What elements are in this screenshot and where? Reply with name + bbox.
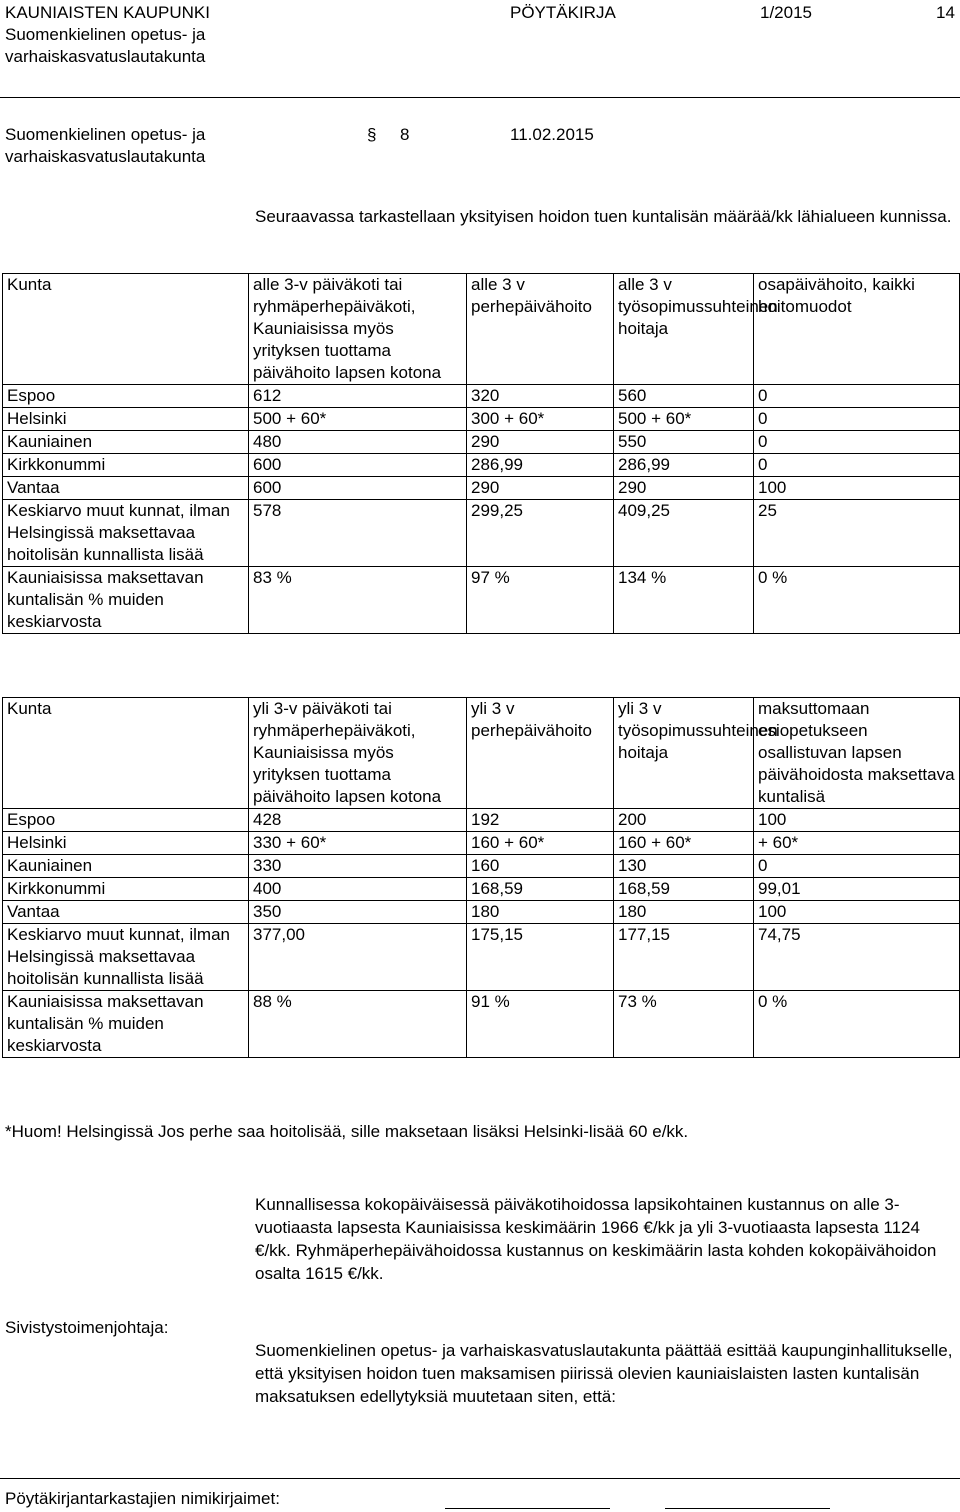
table-cell: 175,15 <box>467 924 614 991</box>
table-cell: 0 <box>754 454 960 477</box>
footnote: *Huom! Helsingissä Jos perhe saa hoitolisää, sille maksetaan lisäksi Helsinki-lisää 60 e/kk. <box>5 1122 689 1141</box>
table-cell: 180 <box>467 901 614 924</box>
table-cell: 290 <box>467 431 614 454</box>
table-row <box>3 408 960 431</box>
table-cell: 192 <box>467 809 614 832</box>
table-cell: Kauniainen <box>3 855 249 878</box>
table-cell: 130 <box>614 855 754 878</box>
table-cell: 0 <box>754 855 960 878</box>
table-cell: 74,75 <box>754 924 960 991</box>
header-divider <box>0 97 960 98</box>
table-cell: 320 <box>467 385 614 408</box>
intro-text: Seuraavassa tarkastellaan yksityisen hoidon tuen kuntalisän määrää/kk lähialueen kunnissa. <box>255 207 952 226</box>
table-cell: 73 % <box>614 991 754 1058</box>
issue-number: 1/2015 <box>760 3 812 22</box>
table-cell: 100 <box>754 809 960 832</box>
header-cell: alle 3-v päiväkoti tai ryhmäperhepäiväkoti, Kauniaisissa myös yrityksen tuottama päivähoito lapsen kotona <box>249 274 467 385</box>
table-cell: 0 <box>754 431 960 454</box>
table-row <box>3 567 960 634</box>
table-cell: 286,99 <box>467 454 614 477</box>
document-header <box>5 2 210 68</box>
table-cell: Kauniaisissa maksettavan kuntalisän % muiden keskiarvosta <box>3 567 249 634</box>
table-cell: 25 <box>754 500 960 567</box>
table-cell: 550 <box>614 431 754 454</box>
table-cell: 99,01 <box>754 878 960 901</box>
table-cell: 500 + 60* <box>249 408 467 431</box>
table-cell: 168,59 <box>467 878 614 901</box>
table-cell: Espoo <box>3 809 249 832</box>
table-row <box>3 454 960 477</box>
table-cell: 177,15 <box>614 924 754 991</box>
board-name-line2: varhaiskasvatuslautakunta <box>5 47 206 66</box>
meeting-board-line2: varhaiskasvatuslautakunta <box>5 147 206 166</box>
table-row <box>3 809 960 832</box>
footer-divider <box>0 1478 960 1479</box>
table-cell: Vantaa <box>3 901 249 924</box>
table-header-row <box>3 274 960 385</box>
table-cell: Keskiarvo muut kunnat, ilman Helsingissä maksettavaa hoitolisän kunnallista lisää <box>3 500 249 567</box>
section-symbol: § <box>367 125 377 144</box>
table-cell: 200 <box>614 809 754 832</box>
table-cell: Kirkkonummi <box>3 878 249 901</box>
table-cell: 83 % <box>249 567 467 634</box>
table-cell: Kauniainen <box>3 431 249 454</box>
table-cell: 377,00 <box>249 924 467 991</box>
document-type: PÖYTÄKIRJA <box>510 3 616 22</box>
table-row <box>3 832 960 855</box>
table-cell: 300 + 60* <box>467 408 614 431</box>
meeting-board-line1: Suomenkielinen opetus- ja <box>5 125 206 144</box>
table-cell: Kirkkonummi <box>3 454 249 477</box>
table-cell: 330 + 60* <box>249 832 467 855</box>
table-cell: 160 + 60* <box>614 832 754 855</box>
table-cell: Keskiarvo muut kunnat, ilman Helsingissä maksettavaa hoitolisän kunnallista lisää <box>3 924 249 991</box>
table-row <box>3 878 960 901</box>
table-row <box>3 477 960 500</box>
table-cell: 428 <box>249 809 467 832</box>
table-cell: 91 % <box>467 991 614 1058</box>
table-row <box>3 991 960 1058</box>
meeting-date: 11.02.2015 <box>510 125 594 144</box>
table-cell: Espoo <box>3 385 249 408</box>
table-cell: 600 <box>249 477 467 500</box>
table-cell: 578 <box>249 500 467 567</box>
table-cell: 286,99 <box>614 454 754 477</box>
header-cell: yli 3 v perhepäivähoito <box>467 698 614 809</box>
table-cell: + 60* <box>754 832 960 855</box>
table-cell: 400 <box>249 878 467 901</box>
table-cell: 160 + 60* <box>467 832 614 855</box>
table-cell: 500 + 60* <box>614 408 754 431</box>
table-cell: 330 <box>249 855 467 878</box>
header-cell: maksuttomaan esiopetukseen osallistuvan lapsen päivähoidosta maksettava kuntalisä <box>754 698 960 809</box>
header-cell: Kunta <box>3 274 249 385</box>
table-cell: Helsinki <box>3 408 249 431</box>
section-number: 8 <box>400 125 410 144</box>
table-cell: 290 <box>614 477 754 500</box>
table-row <box>3 431 960 454</box>
table-cell: 0 % <box>754 567 960 634</box>
table-cell: 100 <box>754 901 960 924</box>
table-over-3 <box>2 697 960 1058</box>
header-cell: osapäivähoito, kaikki hoitomuodot <box>754 274 960 385</box>
table-cell: 600 <box>249 454 467 477</box>
table-cell: 100 <box>754 477 960 500</box>
header-cell: alle 3 v perhepäivähoito <box>467 274 614 385</box>
table-cell: 134 % <box>614 567 754 634</box>
header-cell: Kunta <box>3 698 249 809</box>
table-cell: 409,25 <box>614 500 754 567</box>
board-name-line1: Suomenkielinen opetus- ja <box>5 25 206 44</box>
proposal-text: Suomenkielinen opetus- ja varhaiskasvatuslautakunta päättää esittää kaupunginhallitukselle, että yksityisen hoidon tuen maksamisen piirissä olevien kauniaislaisten lasten kuntalisän maksatuksen edellytyksiä muutetaan siten, että: <box>255 1341 953 1406</box>
table-cell: 0 % <box>754 991 960 1058</box>
table-cell: Vantaa <box>3 477 249 500</box>
cost-paragraph: Kunnallisessa kokopäiväisessä päiväkotihoidossa lapsikohtainen kustannus on alle 3-vuotiaasta lapsesta Kauniaisissa keskimäärin 1966 €/kk ja yli 3-vuotiaasta lapsesta 1124 €/kk. Ryhmäperhepäivähoidossa kustannus on keskimäärin lasta kohden kokopäivähoidon osalta 1615 €/kk. <box>255 1195 937 1283</box>
table-cell: 97 % <box>467 567 614 634</box>
meeting-board <box>5 124 205 168</box>
table-row <box>3 901 960 924</box>
table-cell: 560 <box>614 385 754 408</box>
table-cell: 612 <box>249 385 467 408</box>
table-row <box>3 500 960 567</box>
signature-line <box>445 1508 610 1509</box>
header-cell: alle 3 v työsopimussuhteinen hoitaja <box>614 274 754 385</box>
table-row <box>3 924 960 991</box>
table-row <box>3 855 960 878</box>
header-cell: yli 3-v päiväkoti tai ryhmäperhepäiväkoti, Kauniaisissa myös yrityksen tuottama päivähoito lapsen kotona <box>249 698 467 809</box>
table-under-3 <box>2 273 960 634</box>
table-cell: 350 <box>249 901 467 924</box>
table-row <box>3 385 960 408</box>
organization-name: KAUNIAISTEN KAUPUNKI <box>5 3 210 22</box>
table-cell: 0 <box>754 385 960 408</box>
table-cell: Kauniaisissa maksettavan kuntalisän % muiden keskiarvosta <box>3 991 249 1058</box>
signature-line <box>665 1508 830 1509</box>
table-header-row <box>3 698 960 809</box>
table-cell: 290 <box>467 477 614 500</box>
table-cell: 168,59 <box>614 878 754 901</box>
table-cell: 299,25 <box>467 500 614 567</box>
table-cell: 88 % <box>249 991 467 1058</box>
table-cell: 0 <box>754 408 960 431</box>
table-cell: 480 <box>249 431 467 454</box>
table-cell: 180 <box>614 901 754 924</box>
table-cell: Helsinki <box>3 832 249 855</box>
table-cell: 160 <box>467 855 614 878</box>
page-number: 14 <box>936 3 955 22</box>
header-cell: yli 3 v työsopimussuhteinen hoitaja <box>614 698 754 809</box>
footer-label: Pöytäkirjantarkastajien nimikirjaimet: <box>5 1489 280 1508</box>
proposer-label: Sivistystoimenjohtaja: <box>5 1318 169 1337</box>
